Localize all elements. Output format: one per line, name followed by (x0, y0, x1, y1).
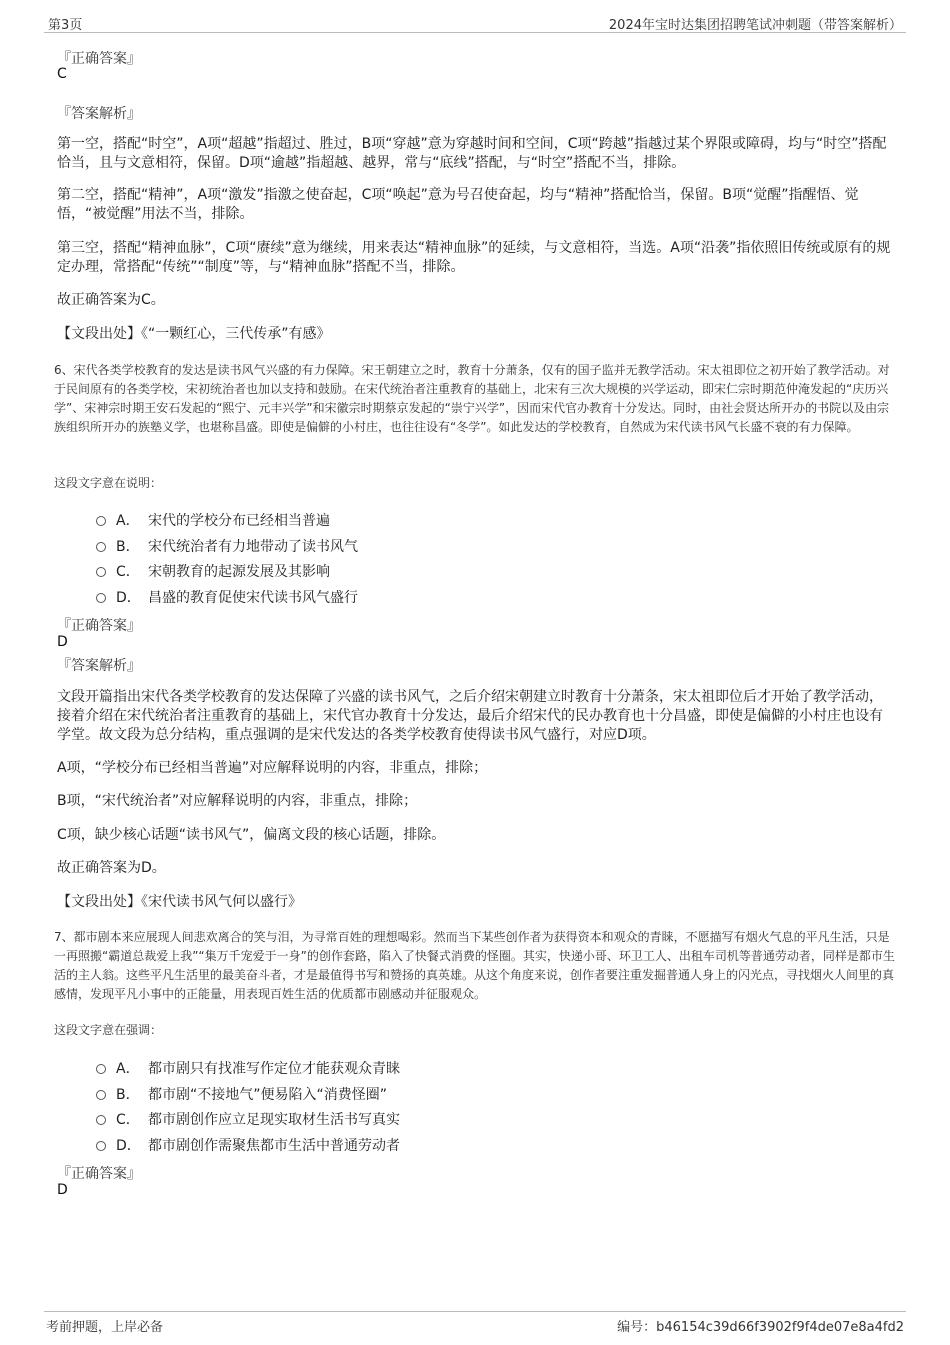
radio-icon[interactable] (96, 1115, 106, 1125)
q5-answer: C (57, 66, 67, 82)
q5-conclusion: 故正确答案为C。 (57, 292, 165, 308)
q5-source: 【文段出处】《“一颗红心，三代传承”有感》 (57, 326, 331, 342)
document-code: 编号：b46154c39d66f3902f9f4de07e8a4fd2 (617, 1320, 904, 1335)
radio-icon[interactable] (96, 567, 106, 577)
q5-answer-label: 『正确答案』 (57, 51, 141, 67)
q6-prompt: 这段文字意在说明： (54, 476, 163, 490)
page-header (44, 12, 906, 33)
q6-analysis-p2: A项，“学校分布已经相当普遍”对应解释说明的内容，非重点，排除； (57, 760, 488, 776)
q6-answer: D (57, 634, 68, 650)
q6-option-d[interactable]: D． 昌盛的教育促使宋代读书风气盛行 (96, 587, 358, 607)
footer-slogan: 考前押题，上岸必备 (46, 1320, 164, 1335)
q6-conclusion: 故正确答案为D。 (57, 860, 166, 876)
q7-option-c[interactable]: C． 都市剧创作应立足现实取材生活书写真实 (96, 1109, 400, 1129)
page-footer (44, 1311, 906, 1336)
q6-analysis-label: 『答案解析』 (57, 658, 141, 674)
q6-source: 【文段出处】《宋代读书风气何以盛行》 (57, 894, 302, 910)
q5-analysis-label: 『答案解析』 (57, 106, 141, 122)
q6-analysis-p1: 文段开篇指出宋代各类学校教育的发达保障了兴盛的读书风气，之后介绍宋朝建立时教育十分萧条，宋太祖即位后才开始了教学活动，接着介绍在宋代统治者注重教育的基础上，宋代官办教育十分发达，最后介绍宋代的民办教育也十分昌盛，即使是偏僻的小村庄也设有学堂。故文段为总分结构，重点强调的是宋代发达的各类学校教育使得读书风气盛行，对应D项。 (57, 689, 883, 743)
q7-answer-label: 『正确答案』 (57, 1166, 141, 1182)
q7-stem: 7、都市剧本来应展现人间悲欢离合的笑与泪，为寻常百姓的理想喝彩。然而当下某些创作者为获得资本和观众的青睐，不愿描写有烟火气息的平凡生活，只是一再照搬“霸道总裁爱上我”“集万千宠爱于一身”的创作套路，陷入了快餐式消费的怪圈。其实，快递小哥、环卫工人、出租车司机等普通劳动者，同样是都市生活的主人翁。这些平凡生活里的最美奋斗者，才是最值得书写和赞扬的真英雄。从这个角度来说，创作者要注重发掘普通人身上的闪光点，寻找烟火人间里的真感情，发现平凡小事中的正能量，用表现百姓生活的优质都市剧感动并征服观众。 (54, 930, 895, 1001)
q7-answer: D (57, 1182, 68, 1198)
q5-analysis-p3: 第三空，搭配“精神血脉”，C项“赓续”意为继续，用来表达“精神血脉”的延续，与文意相符，当选。A项“沿袭”指依照旧传统或原有的规定办理，常搭配“传统”“制度”等，与“精神血脉”搭配不当，排除。 (57, 240, 891, 275)
q7-option-d[interactable]: D． 都市剧创作需聚焦都市生活中普通劳动者 (96, 1135, 400, 1155)
radio-icon[interactable] (96, 542, 106, 552)
page-number: 第3页 (48, 18, 83, 33)
q7-option-b[interactable]: B． 都市剧“不接地气”便易陷入“消费怪圈” (96, 1084, 387, 1104)
q5-analysis-p2: 第二空，搭配“精神”，A项“激发”指激之使奋起，C项“唤起”意为号召使奋起，均与“精神”搭配恰当，保留。B项“觉醒”指醒悟、觉悟，“被觉醒”用法不当，排除。 (57, 187, 859, 222)
radio-icon[interactable] (96, 1141, 106, 1151)
radio-icon[interactable] (96, 593, 106, 603)
q6-analysis-p3: B项，“宋代统治者”对应解释说明的内容，非重点，排除； (57, 793, 418, 809)
q6-option-a[interactable]: A． 宋代的学校分布已经相当普遍 (96, 510, 330, 530)
q7-prompt: 这段文字意在强调： (54, 1023, 163, 1037)
q5-analysis-p1: 第一空，搭配“时空”，A项“超越”指超过、胜过，B项“穿越”意为穿越时间和空间，C项“跨越”指越过某个界限或障碍，均与“时空”搭配恰当，且与文意相符，保留。D项“逾越”指超越、越界，常与“底线”搭配，与“时空”搭配不当，排除。 (57, 136, 887, 171)
q6-option-c[interactable]: C． 宋朝教育的起源发展及其影响 (96, 561, 330, 581)
document-title: 2024年宝时达集团招聘笔试冲刺题（带答案解析） (608, 18, 902, 33)
radio-icon[interactable] (96, 1090, 106, 1100)
radio-icon[interactable] (96, 516, 106, 526)
radio-icon[interactable] (96, 1064, 106, 1074)
q6-stem: 6、宋代各类学校教育的发达是读书风气兴盛的有力保障。宋王朝建立之时，教育十分萧条，仅有的国子监并无教学活动。宋太祖即位之初开始了教学活动。对于民间原有的各类学校，宋初统治者也加以支持和鼓励。在宋代统治者注重教育的基础上，北宋有三次大规模的兴学运动，即宋仁宗时期范仲淹发起的“庆历兴学”、宋神宗时期王安石发起的“熙宁、元丰兴学”和宋徽宗时期蔡京发起的“崇宁兴学”，因而宋代官办教育十分发达。同时，由社会贤达所开办的书院以及由宗族组织所开办的族塾义学，也堪称昌盛。即使是偏僻的小村庄，也往往设有“冬学”。如此发达的学校教育，自然成为宋代读书风气长盛不衰的有力保障。 (54, 363, 890, 434)
q6-option-b[interactable]: B． 宋代统治者有力地带动了读书风气 (96, 536, 358, 556)
q6-answer-label: 『正确答案』 (57, 618, 141, 634)
q6-analysis-p4: C项，缺少核心话题“读书风气”，偏离文段的核心话题，排除。 (57, 827, 446, 843)
q7-option-a[interactable]: A． 都市剧只有找准写作定位才能获观众青睐 (96, 1058, 400, 1078)
